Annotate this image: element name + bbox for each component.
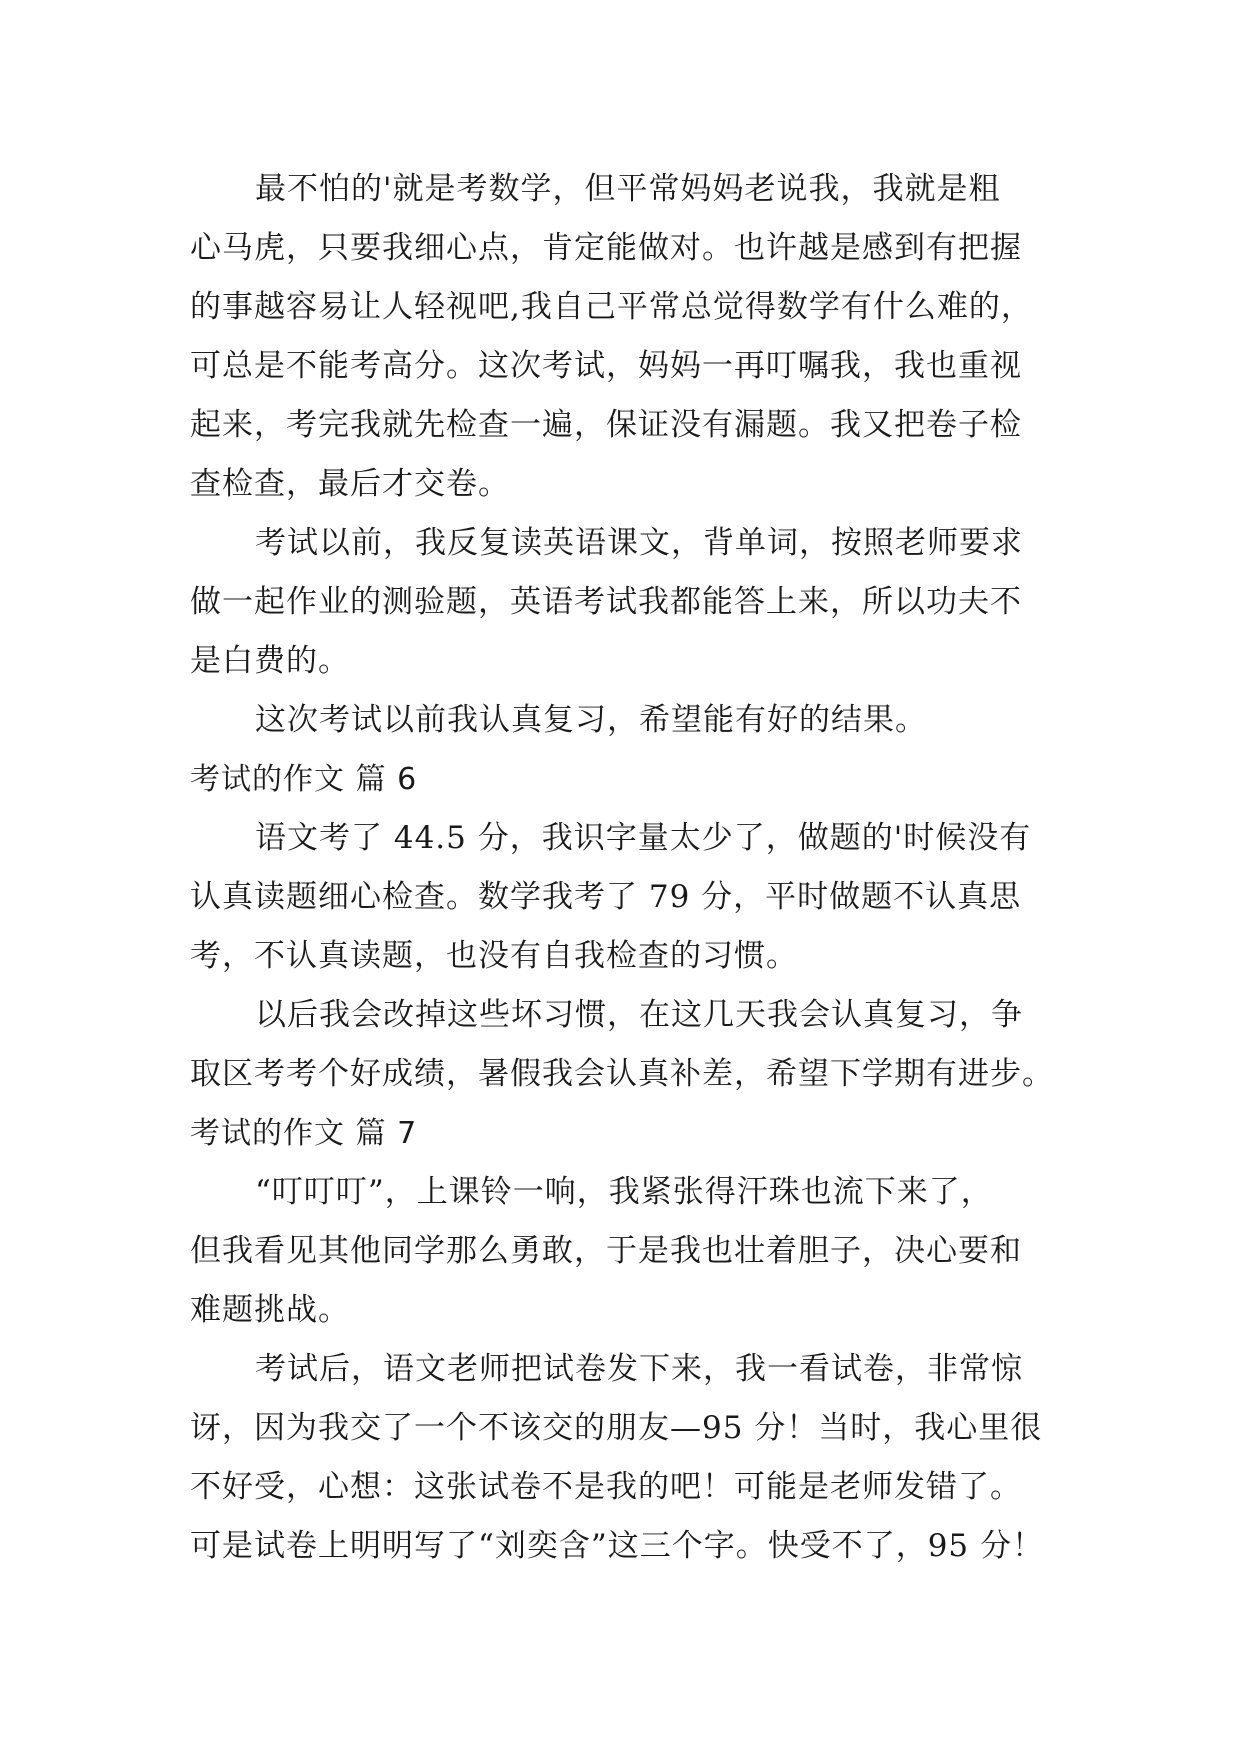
document-body xyxy=(190,160,1090,1576)
text-line: 不好受，心想：这张试卷不是我的吧！可能是老师发错了。 xyxy=(190,1469,1022,1505)
section-heading: 考试的作文 篇 6 xyxy=(190,762,418,797)
text-line: “叮叮叮”，上课铃一响，我紧张得汗珠也流下来了， xyxy=(255,1174,993,1210)
text-line: 以后我会改掉这些坏习惯，在这几天我会认真复习，争 xyxy=(255,997,1023,1033)
text-line: 取区考考个好成绩，暑假我会认真补差，希望下学期有进步。 xyxy=(190,1056,1054,1092)
text-line: 心马虎，只要我细心点，肯定能做对。也许越是感到有把握 xyxy=(190,230,1022,266)
text-line: 起来，考完我就先检查一遍，保证没有漏题。我又把卷子检 xyxy=(190,407,1022,443)
section-heading: 考试的作文 篇 7 xyxy=(190,1116,418,1151)
text-line: 难题挑战。 xyxy=(190,1292,350,1328)
text-line: 的事越容易让人轻视吧,我自己平常总觉得数学有什么难的， xyxy=(190,289,1033,325)
text-line: 语文考了 44.5 分，我识字量太少了，做题的'时候没有 xyxy=(255,820,1032,856)
text-line: 但我看见其他同学那么勇敢，于是我也壮着胆子，决心要和 xyxy=(190,1233,1022,1269)
text-line: 可是试卷上明明写了“刘奕含”这三个字。快受不了，95 分！ xyxy=(190,1528,1044,1564)
text-line: 查检查，最后才交卷。 xyxy=(190,466,510,502)
text-line: 可总是不能考高分。这次考试，妈妈一再叮嘱我，我也重视 xyxy=(190,348,1022,384)
text-line: 做一起作业的测验题，英语考试我都能答上来，所以功夫不 xyxy=(190,584,1022,620)
text-line: 是白费的。 xyxy=(190,643,350,679)
text-line: 考，不认真读题，也没有自我检查的习惯。 xyxy=(190,938,798,974)
text-line: 考试后，语文老师把试卷发下来，我一看试卷，非常惊 xyxy=(255,1351,1023,1387)
text-line: 讶，因为我交了一个不该交的朋友—95 分！当时，我心里很 xyxy=(190,1410,1043,1446)
text-line: 最不怕的'就是考数学，但平常妈妈老说我，我就是粗 xyxy=(255,171,1001,207)
text-line: 这次考试以前我认真复习，希望能有好的结果。 xyxy=(255,702,927,738)
text-line: 考试以前，我反复读英语课文，背单词，按照老师要求 xyxy=(255,525,1023,561)
text-line: 认真读题细心检查。数学我考了 79 分，平时做题不认真思 xyxy=(190,879,1022,915)
